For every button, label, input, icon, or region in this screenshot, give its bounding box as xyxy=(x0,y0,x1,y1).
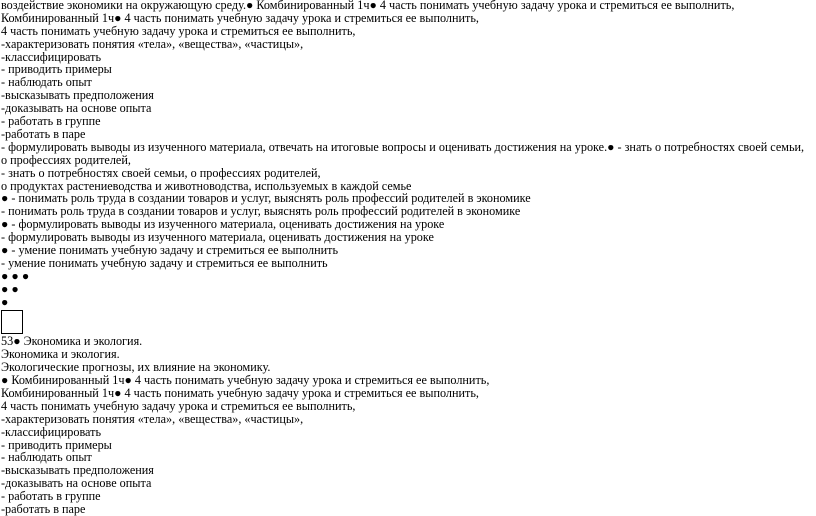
text-line: 53● Экономика и экология. xyxy=(1,334,143,349)
text-line: ● - формулировать выводы из изученного материала, оценивать достижения на уроке xyxy=(1,217,445,232)
text-line: ● - понимать роль труда в создании товаров и услуг, выяснять роль профессий родителей в экономике xyxy=(1,191,531,206)
document-body xyxy=(1,0,813,516)
text-line: -характеризовать понятия «тела», «вещества», «частицы», xyxy=(1,36,304,51)
text-line: - умение понимать учебную задачу и стремиться ее выполнить xyxy=(1,255,328,270)
bullet-line: ● xyxy=(1,294,9,309)
text-line: - приводить примеры xyxy=(1,437,112,452)
text-line: - приводить примеры xyxy=(1,62,112,77)
text-line: воздействие экономики на окружающую среду.● Комбинированный 1ч● 4 часть понимать учебную задачу урока и стремиться ее выполнить, xyxy=(1,0,735,12)
text-line: - понимать роль труда в создании товаров и услуг, выяснять роль профессий родителей в экономике xyxy=(1,204,521,219)
text-line: -работать в паре xyxy=(1,501,86,516)
text-line: 4 часть понимать учебную задачу урока и стремиться ее выполнить, xyxy=(1,23,356,38)
text-line: - наблюдать опыт xyxy=(1,75,92,90)
text-line: - формулировать выводы из изученного материала, оценивать достижения на уроке xyxy=(1,230,434,245)
empty-table-cell xyxy=(1,310,23,334)
bullet-line: ● ● xyxy=(1,281,19,296)
text-line: -классифицировать xyxy=(1,49,102,64)
text-line: -высказывать предположения xyxy=(1,88,154,103)
text-line: -характеризовать понятия «тела», «вещества», «частицы», xyxy=(1,411,304,426)
text-line: Комбинированный 1ч● 4 часть понимать учебную задачу урока и стремиться ее выполнить, xyxy=(1,385,479,400)
bullet-line: ● ● ● xyxy=(1,268,30,283)
text-line: - наблюдать опыт xyxy=(1,450,92,465)
text-line: -классифицировать xyxy=(1,424,102,439)
text-line-wrapped: - формулировать выводы из изученного материала, отвечать на итоговые вопросы и оценивать достижения на уроке.● - знать о потребностях своей семьи, о профессиях родителей, xyxy=(1,139,805,167)
text-line: ● - умение понимать учебную задачу и стремиться ее выполнить xyxy=(1,242,339,257)
text-line: - знать о потребностях своей семьи, о профессиях родителей, xyxy=(1,165,321,180)
text-line: - работать в группе xyxy=(1,114,101,129)
text-line: - работать в группе xyxy=(1,489,101,504)
text-line: -доказывать на основе опыта xyxy=(1,476,152,491)
text-line: -доказывать на основе опыта xyxy=(1,101,152,116)
text-line: 4 часть понимать учебную задачу урока и стремиться ее выполнить, xyxy=(1,398,356,413)
text-line: -работать в паре xyxy=(1,126,86,141)
text-line: Комбинированный 1ч● 4 часть понимать учебную задачу урока и стремиться ее выполнить, xyxy=(1,10,479,25)
text-line: о продуктах растениеводства и животноводства, используемых в каждой семье xyxy=(1,178,412,193)
text-line: ● Комбинированный 1ч● 4 часть понимать учебную задачу урока и стремиться ее выполнить, xyxy=(1,373,490,388)
text-line: Экономика и экология. xyxy=(1,347,120,362)
text-line: -высказывать предположения xyxy=(1,463,154,478)
text-line: Экологические прогнозы, их влияние на экономику. xyxy=(1,360,271,375)
